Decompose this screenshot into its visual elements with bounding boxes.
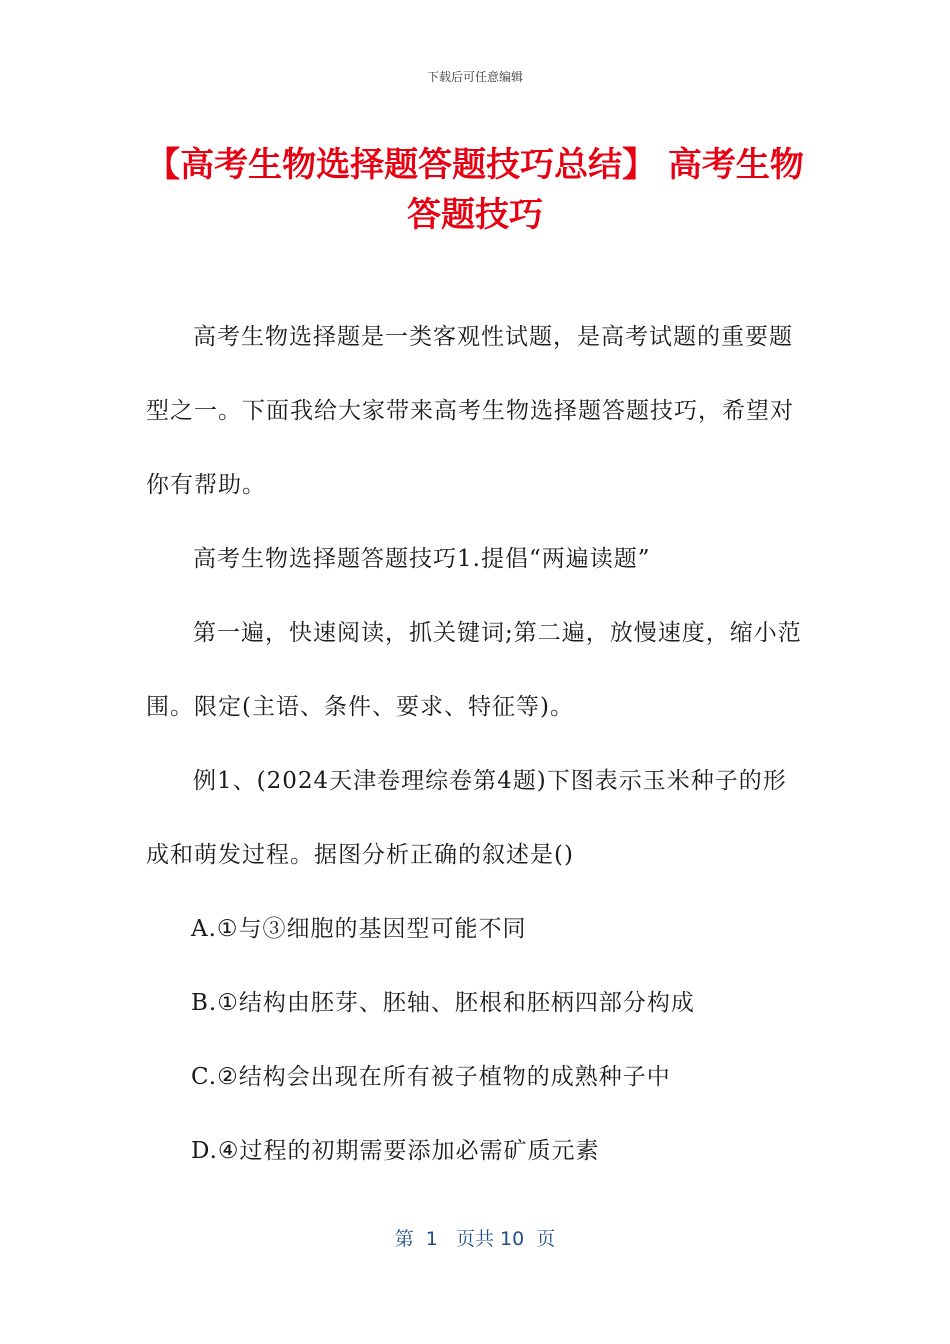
option-d: D.④过程的初期需要添加必需矿质元素 xyxy=(191,1138,600,1164)
document-body xyxy=(146,300,806,1188)
intro-paragraph: 高考生物选择题是一类客观性试题，是高考试题的重要题型之一。下面我给大家带来高考生物选择题答题技巧，希望对你有帮助。 xyxy=(146,324,794,498)
document-title: 【高考生物选择题答题技巧总结】 高考生物答题技巧 xyxy=(146,145,804,235)
page-footer: 第 1 页共 10 页 xyxy=(394,1228,556,1250)
option-a: A.①与③细胞的基因型可能不同 xyxy=(191,916,527,942)
option-c: C.②结构会出现在所有被子植物的成熟种子中 xyxy=(191,1064,671,1090)
option-b: B.①结构由胚芽、胚轴、胚根和胚柄四部分构成 xyxy=(191,990,695,1016)
tip-heading: 高考生物选择题答题技巧1.提倡“两遍读题” xyxy=(193,546,651,572)
example-question: 例1、(2024天津卷理综卷第4题)下图表示玉米种子的形成和萌发过程。据图分析正确的叙述是() xyxy=(146,768,787,868)
header-note: 下载后可任意编辑 xyxy=(426,70,523,84)
reading-paragraph: 第一遍，快速阅读，抓关键词;第二遍，放慢速度，缩小范围。限定(主语、条件、要求、特征等)。 xyxy=(146,620,802,720)
